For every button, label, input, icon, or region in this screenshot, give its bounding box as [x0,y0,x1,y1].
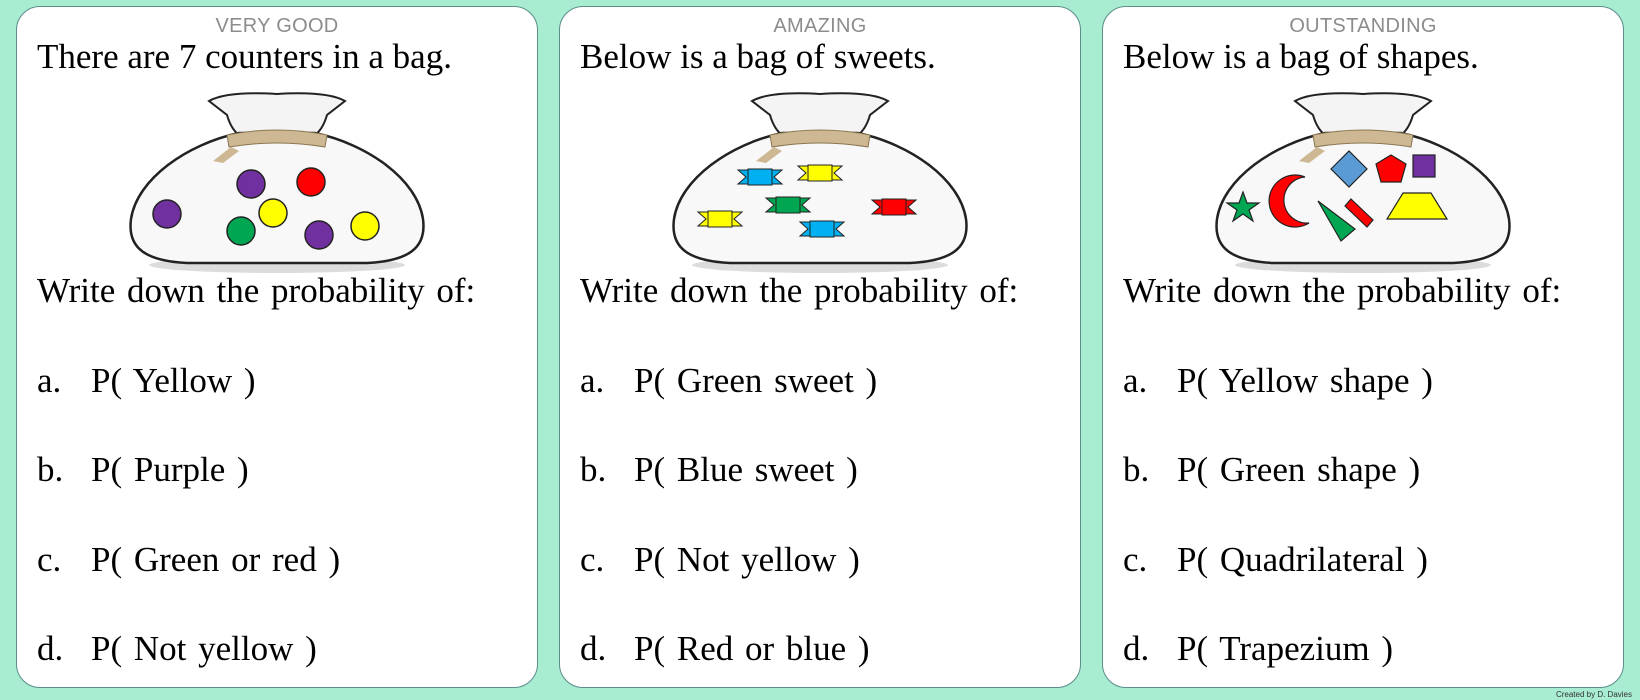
intro-text: Below is a bag of shapes. [1123,37,1479,76]
question-d [37,629,317,669]
card-amazing [559,6,1081,688]
question-letter: b. [1123,450,1150,489]
question-letter: b. [580,450,607,489]
question-letter: c. [37,540,62,579]
question-text: P( Trapezium ) [1177,629,1393,668]
bag-of-counters-image [127,89,427,279]
question-letter: a. [37,361,62,400]
question-text: P( Yellow shape ) [1177,361,1433,400]
question-text: P( Green sweet ) [634,361,878,400]
question-text: P( Not yellow ) [91,629,317,668]
question-d [580,629,870,669]
card-very-good [16,6,538,688]
question-text: P( Green shape ) [1177,450,1421,489]
question-b [37,450,249,490]
question-letter: d. [1123,629,1150,668]
bag-of-shapes-image [1213,89,1513,279]
question-text: P( Green or red ) [91,540,341,579]
question-b [580,450,858,490]
intro-text: There are 7 counters in a bag. [37,37,452,76]
question-letter: d. [37,629,64,668]
question-text: P( Not yellow ) [634,540,860,579]
question-text: P( Quadrilateral ) [1177,540,1428,579]
prompt-text: Write down the probability of: [1123,271,1562,310]
question-a [580,361,877,401]
question-c [37,540,340,580]
question-c [580,540,860,580]
question-text: P( Yellow ) [91,361,256,400]
question-d [1123,629,1393,669]
question-letter: a. [1123,361,1148,400]
question-b [1123,450,1420,490]
question-letter: c. [580,540,605,579]
bag-of-sweets-image [670,89,970,279]
prompt-text: Write down the probability of: [37,271,476,310]
credit-text: Created by D. Davies [1555,690,1632,699]
question-a [37,361,256,401]
card-outstanding [1102,6,1624,688]
prompt-text: Write down the probability of: [580,271,1019,310]
question-a [1123,361,1433,401]
question-letter: a. [580,361,605,400]
question-c [1123,540,1428,580]
question-letter: b. [37,450,64,489]
question-text: P( Blue sweet ) [634,450,858,489]
level-label: OUTSTANDING [1289,15,1437,37]
level-label: AMAZING [773,15,867,37]
level-label: VERY GOOD [215,15,339,37]
question-text: P( Purple ) [91,450,249,489]
question-letter: c. [1123,540,1148,579]
intro-text: Below is a bag of sweets. [580,37,936,76]
question-letter: d. [580,629,607,668]
question-text: P( Red or blue ) [634,629,870,668]
